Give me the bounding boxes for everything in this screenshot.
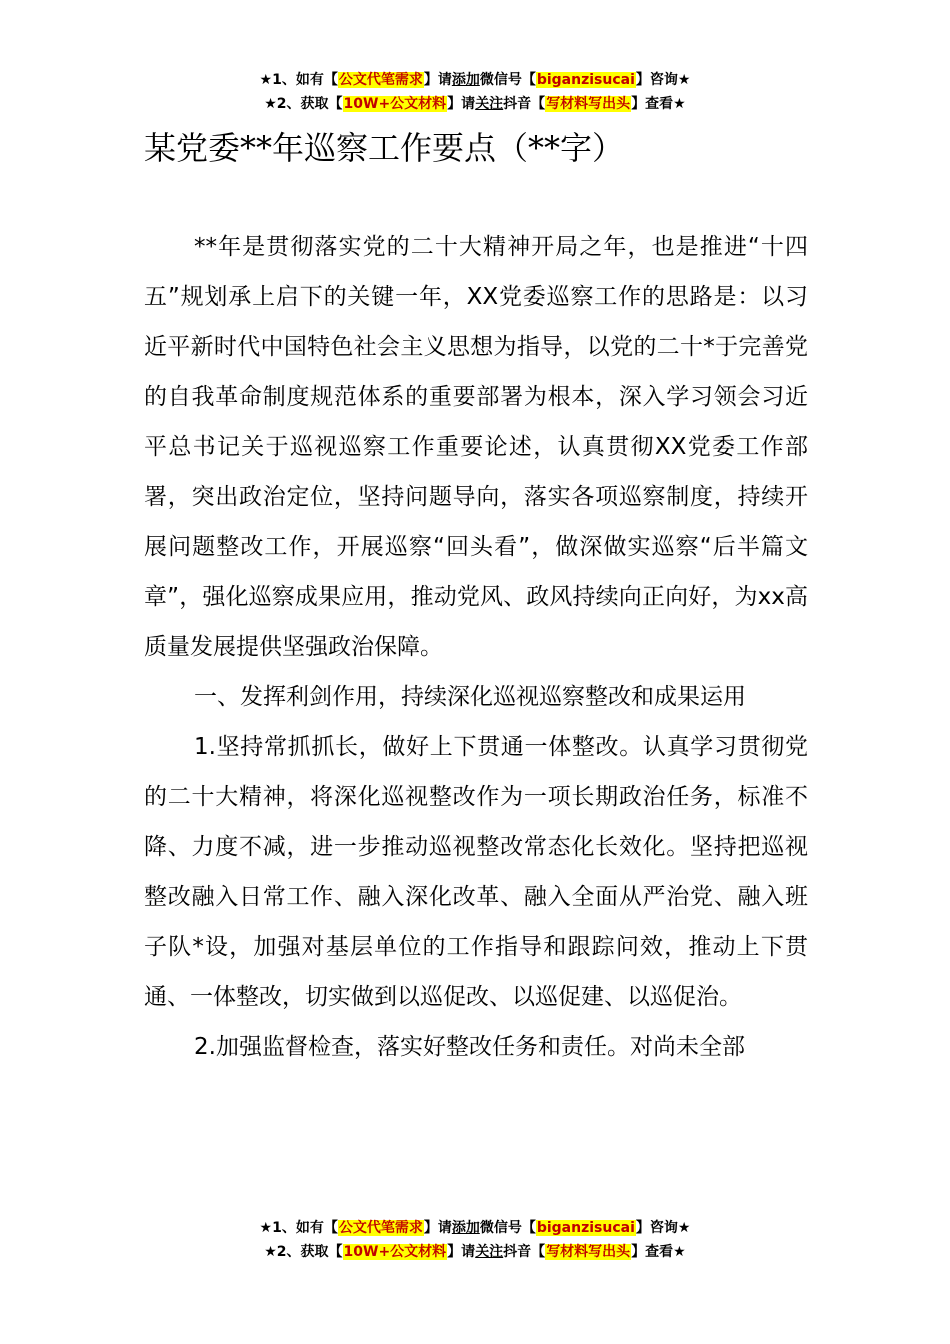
promo-text: 】请	[423, 72, 452, 88]
promo-highlight: 10W+公文材料	[343, 96, 447, 112]
promo-banner-bottom	[0, 1216, 950, 1264]
promo-underline: 添加	[451, 72, 480, 88]
promo-text: 】请	[447, 1244, 476, 1260]
item-paragraph: 1.坚持常抓抓长，做好上下贯通一体整改。认真学习贯彻党的二十大精神，将深化巡视整改作为一项长期政治任务，标准不降、力度不减，进一步推动巡视整改常态化长效化。坚持把巡视整改融入日常工作、融入深化改革、融入全面从严治党、融入班子队*设，加强对基层单位的工作指导和跟踪问效，推动上下贯通、一体整改，切实做到以巡促改、以巡促建、以巡促治。	[144, 734, 808, 1010]
promo-text: 】请	[447, 96, 476, 112]
document-body	[144, 222, 808, 1072]
promo-text: 抖音【	[503, 96, 546, 112]
promo-text: 】查看★	[631, 1244, 686, 1260]
promo-line-2	[0, 92, 950, 116]
section-heading: 一、发挥利剑作用，持续深化巡视巡察整改和成果运用	[194, 684, 746, 710]
promo-highlight: 公文代笔需求	[338, 1220, 423, 1236]
promo-text: 】查看★	[631, 96, 686, 112]
promo-douyin-id: 写材料写出头	[546, 1244, 631, 1260]
document-title: 某党委**年巡察工作要点（**字）	[144, 129, 625, 167]
item-paragraph: 2.加强监督检查，落实好整改任务和责任。对尚未全部	[194, 1034, 745, 1060]
promo-underline: 关注	[475, 1244, 504, 1260]
promo-douyin-id: 写材料写出头	[546, 96, 631, 112]
promo-underline: 关注	[475, 96, 504, 112]
promo-text: 】请	[423, 1220, 452, 1236]
intro-paragraph: **年是贯彻落实党的二十大精神开局之年，也是推进“十四五”规划承上启下的关键一年，XX党委巡察工作的思路是：以习近平新时代中国特色社会主义思想为指导，以党的二十*于完善党的自我革命制度规范体系的重要部署为根本，深入学习领会习近平总书记关于巡视巡察工作重要论述，认真贯彻XX党委工作部署，突出政治定位，坚持问题导向，落实各项巡察制度，持续开展问题整改工作，开展巡察“回头看”，做深做实巡察“后半篇文章”，强化巡察成果应用，推动党风、政风持续向正向好，为xx高质量发展提供坚强政治保障。	[144, 234, 808, 660]
promo-text: 微信号【	[479, 72, 536, 88]
promo-text: 】咨询★	[635, 1220, 691, 1236]
promo-wechat-id: biganzisucai	[536, 72, 635, 88]
promo-line-1	[0, 68, 950, 92]
promo-text: ★1、如有【	[259, 1220, 338, 1236]
promo-text: 】咨询★	[635, 72, 691, 88]
promo-text: 微信号【	[479, 1220, 536, 1236]
promo-line-2	[0, 1240, 950, 1264]
promo-text: ★2、获取【	[264, 1244, 343, 1260]
promo-wechat-id: biganzisucai	[536, 1220, 635, 1236]
promo-text: ★1、如有【	[259, 72, 338, 88]
promo-text: ★2、获取【	[264, 96, 343, 112]
promo-line-1	[0, 1216, 950, 1240]
promo-text: 抖音【	[503, 1244, 546, 1260]
promo-banner-top	[0, 68, 950, 116]
promo-highlight: 10W+公文材料	[343, 1244, 447, 1260]
promo-highlight: 公文代笔需求	[338, 72, 423, 88]
promo-underline: 添加	[451, 1220, 480, 1236]
